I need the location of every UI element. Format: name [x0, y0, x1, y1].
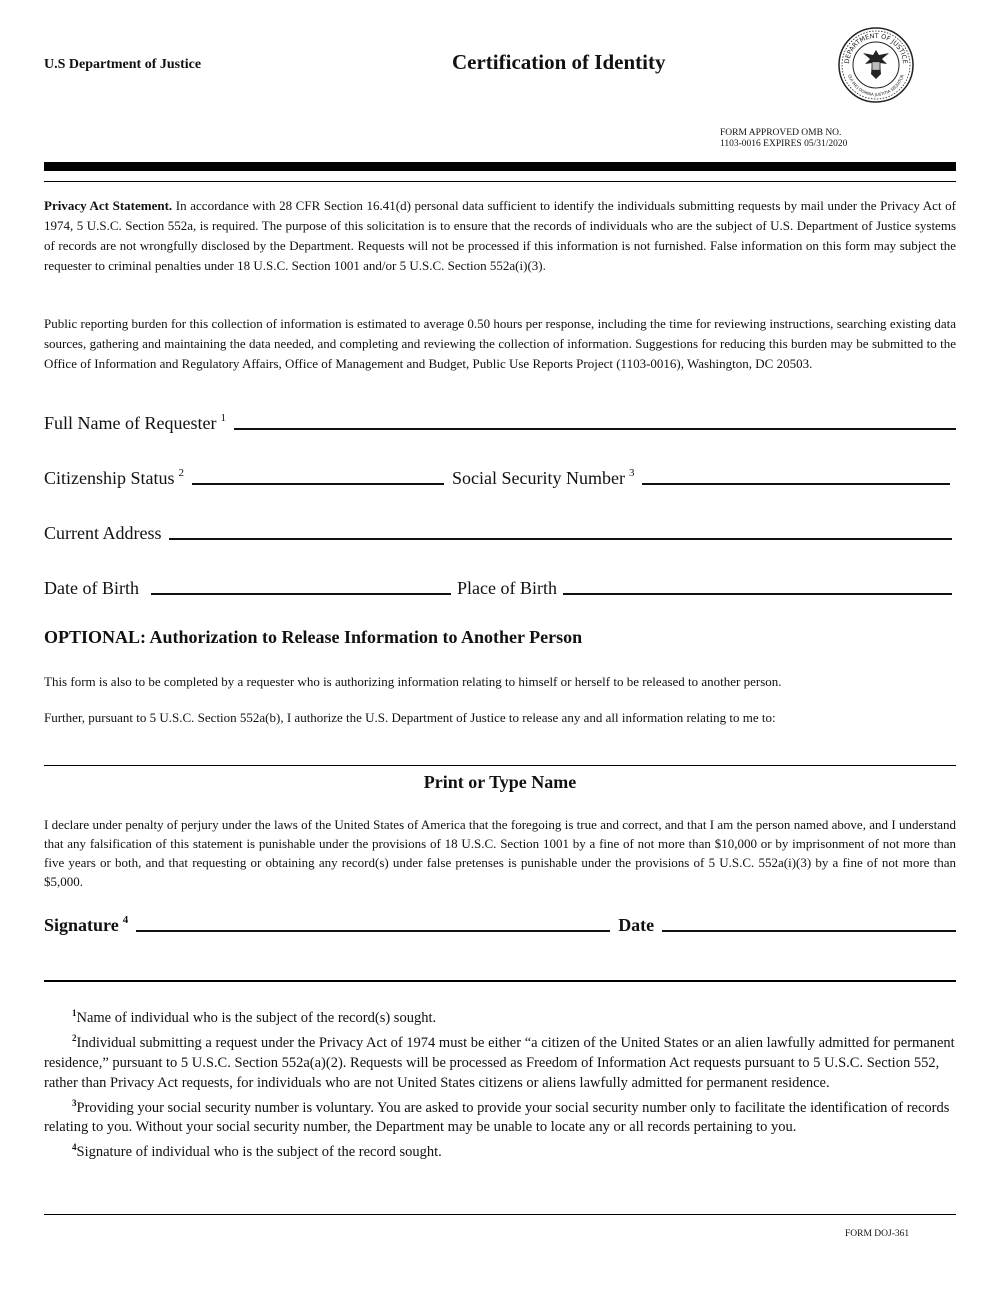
section-divider	[44, 980, 956, 982]
omb-line-1: FORM APPROVED OMB NO.	[720, 128, 842, 138]
date-label: Date	[618, 915, 655, 935]
pob-label: Place of Birth	[456, 578, 557, 598]
footnote-2: $^2$Individual submitting a request under the Privacy Act of 1974 must be either “a citizen of the United States or an alien lawfully admitted for permanent residence,” pursuant to 5 U.S.C. Section 552a(a)(2). Requests will be processed as Freedom of Information Act requests pursuant to 5 U.S.C. Section 552, rather than Privacy Act requests, for individuals who are not United States citizens or aliens lawfully admitted for permanent residence.	[44, 1032, 955, 1091]
privacy-act-body: In accordance with 28 CFR Section 16.41(d) personal data sufficient to identify the individuals submitting requests by mail under the Privacy Act of 1974, 5 U.S.C. Section 552a, is required. The purpose of this solicitation is to ensure that the records of individuals who are the subject of U.S. Department of Justice systems of records are not wrongfully disclosed by the Department. Requests will not be processed if this information is not furnished. False information on this form may subject the requester to criminal penalties under 18 U.S.C. Section 1001 and/or 5 U.S.C. Section 552a(i)(3).	[44, 198, 957, 273]
optional-section-heading: OPTIONAL: Authorization to Release Information to Another Person	[44, 627, 583, 647]
header-thick-divider	[44, 162, 956, 171]
signature-label: Signature $^4$	[44, 914, 129, 935]
footnote-4: $^4$Signature of individual who is the subject of the record sought.	[72, 1142, 442, 1161]
footnotes	[44, 1003, 956, 1162]
form-title: Certification of Identity	[452, 50, 666, 74]
omb-line-2: 1103-0016 EXPIRES 05/31/2020	[720, 139, 848, 149]
svg-text:DEPARTMENT OF JUSTICE: DEPARTMENT OF JUSTICE	[842, 31, 910, 65]
signature-row	[44, 912, 956, 936]
header-thin-divider	[44, 181, 956, 182]
burden-statement: Public reporting burden for this collection of information is estimated to average 0.50 hours per response, including the time for reviewing instructions, searching existing data sources, gathering and maintaining the data needed, and completing and reviewing the collection of information. Suggestions for reducing this burden may be submitted to the Office of Information and Regulatory Affairs, Office of Management and Budget, Public Use Reports Project (1103-0016), Washington, DC 20503.	[44, 316, 956, 371]
department-name: U.S Department of Justice	[44, 57, 202, 72]
print-name-field[interactable]	[44, 765, 956, 766]
full-name-field[interactable]	[234, 428, 956, 430]
address-row	[44, 520, 956, 544]
ssn-field[interactable]	[642, 483, 950, 485]
footer-divider	[44, 1214, 956, 1215]
citizenship-field[interactable]	[192, 483, 444, 485]
full-name-row	[44, 410, 956, 434]
privacy-act-statement	[44, 196, 956, 276]
optional-line-1: This form is also to be completed by a requester who is authorizing information relating to himself or herself to be released to another person.	[44, 674, 782, 689]
privacy-act-heading: Privacy Act Statement.	[44, 198, 173, 213]
citizenship-label: Citizenship Status $^2$	[44, 467, 184, 488]
footnote-1: $^1$Name of individual who is the subject of the record(s) sought.	[72, 1008, 437, 1026]
pob-field[interactable]	[563, 593, 952, 595]
birth-row	[44, 575, 956, 599]
address-label: Current Address	[44, 523, 162, 543]
doj-seal-icon	[837, 26, 915, 104]
dob-label: Date of Birth	[44, 578, 139, 598]
citizenship-ssn-row	[44, 465, 956, 489]
omb-approval	[720, 128, 847, 150]
footnote-3: $^3$Providing your social security number is voluntary. You are asked to provide your social security number only to facilitate the identification of records relating to you. Without your social security number, the Department may be unable to locate any or all records pertaining to you.	[44, 1097, 950, 1136]
perjury-declaration: I declare under penalty of perjury under the laws of the United States of America that the foregoing is true and correct, and that I am the person named above, and I understand that any falsification of this statement is punishable under the provisions of 18 U.S.C. Section 1001 by a fine of not more than $10,000 or by imprisonment of not more than five years or both, and that requesting or obtaining any record(s) under false pretenses is punishable under the provisions of 5 U.S.C. 552a(i)(3) by a fine of not more than $5,000.	[44, 817, 956, 889]
dob-field[interactable]	[151, 593, 451, 595]
address-field[interactable]	[169, 538, 952, 540]
optional-line-2: Further, pursuant to 5 U.S.C. Section 552a(b), I authorize the U.S. Department of Justice to release any and all information relating to me to:	[44, 710, 776, 725]
form-number: FORM DOJ-361	[845, 1229, 910, 1239]
full-name-label: Full Name of Requester $^1$	[44, 412, 226, 433]
ssn-label: Social Security Number $^3$	[452, 467, 635, 488]
signature-field[interactable]	[136, 930, 610, 932]
svg-text:QUI PRO DOMINA JUSTITIA SEQUIT: QUI PRO DOMINA JUSTITIA SEQUITUR	[847, 73, 905, 98]
date-field[interactable]	[662, 930, 956, 932]
print-name-label: Print or Type Name	[423, 772, 577, 792]
